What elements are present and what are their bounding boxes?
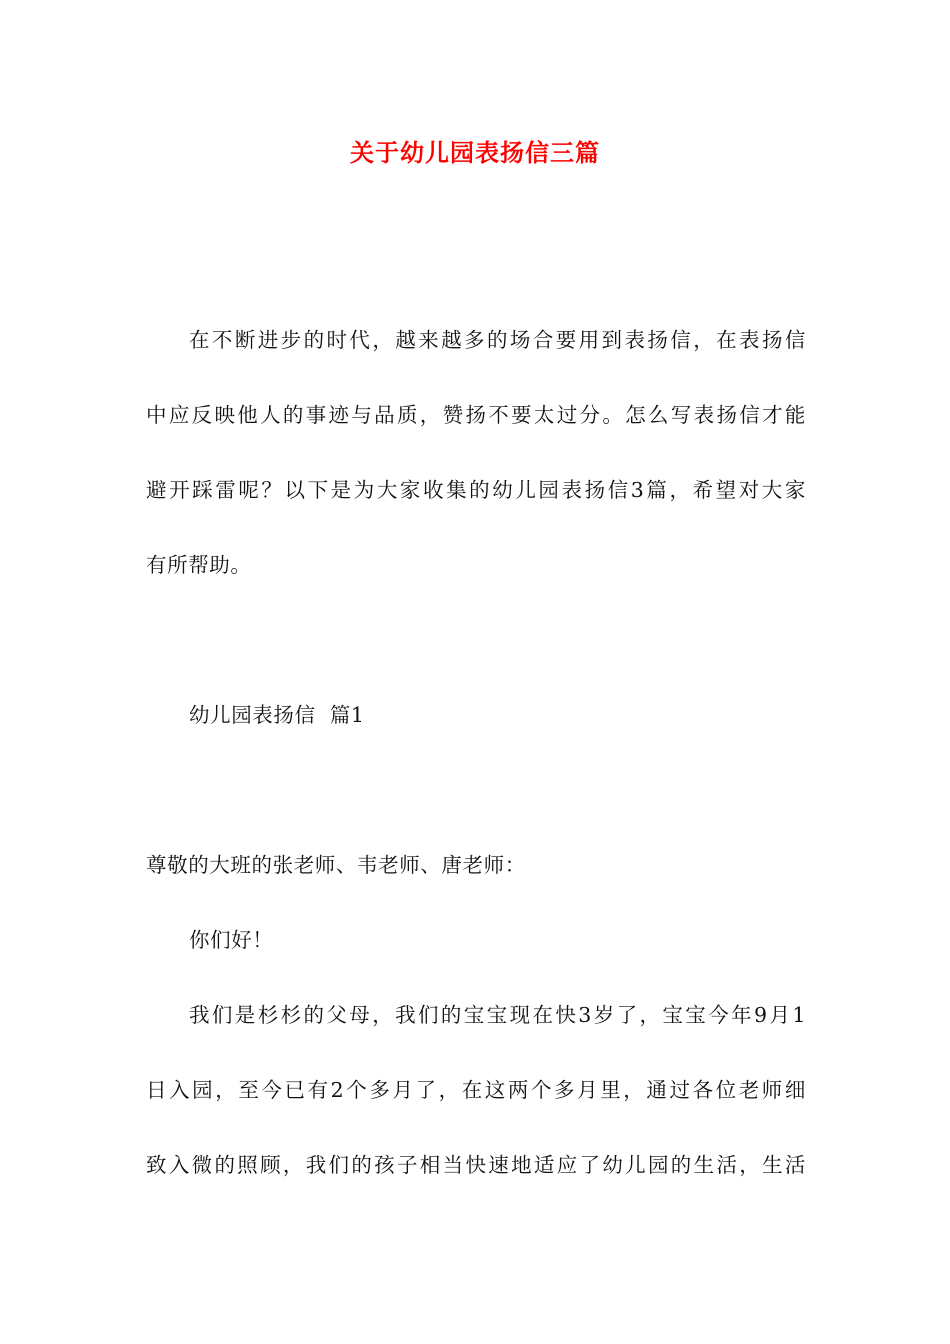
intro-line: 在不断进步的时代，越来越多的场合要用到表扬信，在表扬信 (189, 328, 806, 352)
body-line: 我们是杉杉的父母，我们的宝宝现在快3岁了，宝宝今年9月1 (189, 1003, 806, 1027)
body-line: 日入园，至今已有2个多月了，在这两个多月里，通过各位老师细 (146, 1078, 806, 1102)
intro-line: 有所帮助。 (146, 553, 252, 577)
letter-greeting: 你们好！ (189, 928, 274, 952)
section-heading: 幼儿园表扬信 篇1 (189, 703, 365, 727)
intro-line: 避开踩雷呢？以下是为大家收集的幼儿园表扬信3篇，希望对大家 (146, 478, 806, 502)
document-title: 关于幼儿园表扬信三篇 (350, 138, 600, 167)
body-line: 致入微的照顾，我们的孩子相当快速地适应了幼儿园的生活，生活 (146, 1153, 806, 1177)
letter-salutation: 尊敬的大班的张老师、韦老师、唐老师： (146, 853, 526, 877)
intro-line: 中应反映他人的事迹与品质，赞扬不要太过分。怎么写表扬信才能 (146, 403, 806, 427)
